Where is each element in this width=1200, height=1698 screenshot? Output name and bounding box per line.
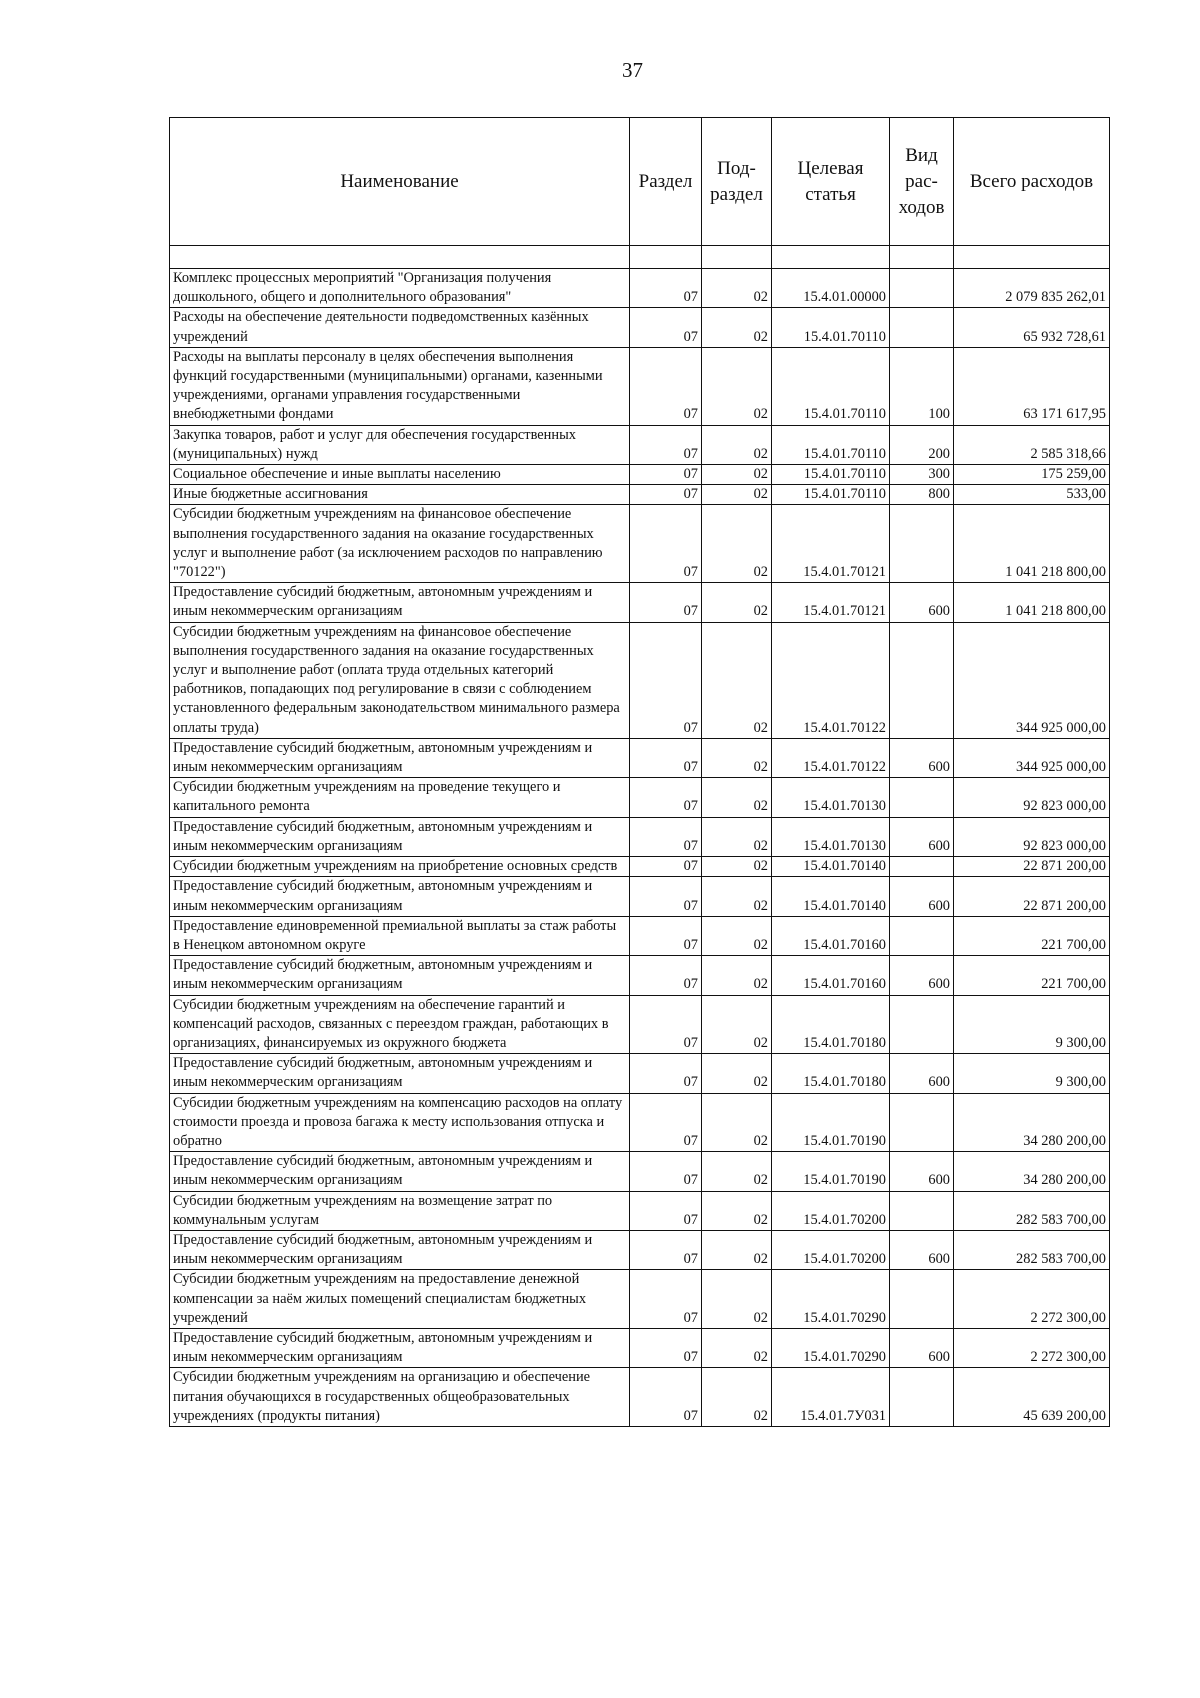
cell-total: 9 300,00 bbox=[954, 995, 1110, 1054]
table-row bbox=[170, 956, 1110, 995]
cell-expense-type bbox=[890, 778, 954, 817]
cell-name: Субсидии бюджетным учреждениям на финансовое обеспечение выполнения государственного задания на оказание государственных услуг и выполнение работ (оплата труда отдельных категорий работников, попадающих под регулирование в связи с соблюдением установленного федеральным законодательством минимального размера оплаты труда) bbox=[170, 622, 630, 738]
cell-subsection: 02 bbox=[702, 1191, 772, 1230]
header-total: Всего расходов bbox=[954, 118, 1110, 246]
cell-section: 07 bbox=[630, 425, 702, 464]
cell-subsection: 02 bbox=[702, 583, 772, 622]
cell-name: Субсидии бюджетным учреждениям на компенсацию расходов на оплату стоимости проезда и провоза багажа к месту использования отпуска и обратно bbox=[170, 1093, 630, 1152]
header-subsection: Под-раздел bbox=[702, 118, 772, 246]
table-body bbox=[170, 269, 1110, 1427]
cell-name: Субсидии бюджетным учреждениям на организацию и обеспечение питания обучающихся в государственных общеобразовательных учреждениях (продукты питания) bbox=[170, 1368, 630, 1427]
cell-section: 07 bbox=[630, 1230, 702, 1269]
cell-name: Предоставление субсидий бюджетным, автономным учреждениям и иным некоммерческим организациям bbox=[170, 1328, 630, 1367]
cell-expense-type bbox=[890, 505, 954, 583]
cell-total: 282 583 700,00 bbox=[954, 1191, 1110, 1230]
cell-section: 07 bbox=[630, 1328, 702, 1367]
cell-expense-type bbox=[890, 1368, 954, 1427]
cell-expense-type: 800 bbox=[890, 485, 954, 505]
table-row bbox=[170, 1328, 1110, 1367]
table-row bbox=[170, 583, 1110, 622]
cell-section: 07 bbox=[630, 778, 702, 817]
cell-subsection: 02 bbox=[702, 308, 772, 347]
cell-expense-type: 200 bbox=[890, 425, 954, 464]
cell-name: Предоставление субсидий бюджетным, автономным учреждениям и иным некоммерческим организациям bbox=[170, 1230, 630, 1269]
cell-subsection: 02 bbox=[702, 622, 772, 738]
table-row bbox=[170, 308, 1110, 347]
cell-target: 15.4.01.70110 bbox=[772, 308, 890, 347]
cell-name: Предоставление субсидий бюджетным, автономным учреждениям и иным некоммерческим организациям bbox=[170, 817, 630, 856]
header-target: Целевая статья bbox=[772, 118, 890, 246]
table-row bbox=[170, 1054, 1110, 1093]
cell-target: 15.4.01.70180 bbox=[772, 1054, 890, 1093]
table-row bbox=[170, 347, 1110, 425]
cell-target: 15.4.01.70122 bbox=[772, 738, 890, 777]
cell-subsection: 02 bbox=[702, 995, 772, 1054]
cell-subsection: 02 bbox=[702, 1328, 772, 1367]
cell-subsection: 02 bbox=[702, 738, 772, 777]
cell-section: 07 bbox=[630, 347, 702, 425]
cell-section: 07 bbox=[630, 956, 702, 995]
cell-target: 15.4.01.70130 bbox=[772, 817, 890, 856]
cell-subsection: 02 bbox=[702, 916, 772, 955]
cell-target: 15.4.01.70130 bbox=[772, 778, 890, 817]
cell-expense-type bbox=[890, 995, 954, 1054]
table-row bbox=[170, 995, 1110, 1054]
cell-target: 15.4.01.70160 bbox=[772, 956, 890, 995]
cell-section: 07 bbox=[630, 1368, 702, 1427]
cell-expense-type: 600 bbox=[890, 1328, 954, 1367]
cell-section: 07 bbox=[630, 1054, 702, 1093]
table-row bbox=[170, 485, 1110, 505]
cell-total: 344 925 000,00 bbox=[954, 622, 1110, 738]
cell-subsection: 02 bbox=[702, 817, 772, 856]
cell-target: 15.4.01.00000 bbox=[772, 269, 890, 308]
cell-name: Расходы на выплаты персоналу в целях обеспечения выполнения функций государственными (муниципальными) органами, казенными учреждениями, органами управления государственными внебюджетными фондами bbox=[170, 347, 630, 425]
cell-name: Предоставление единовременной премиальной выплаты за стаж работы в Ненецком автономном округе bbox=[170, 916, 630, 955]
cell-subsection: 02 bbox=[702, 485, 772, 505]
cell-target: 15.4.01.70160 bbox=[772, 916, 890, 955]
cell-subsection: 02 bbox=[702, 505, 772, 583]
cell-section: 07 bbox=[630, 1191, 702, 1230]
table-row bbox=[170, 505, 1110, 583]
table-row bbox=[170, 1191, 1110, 1230]
cell-expense-type bbox=[890, 1270, 954, 1329]
cell-name: Субсидии бюджетным учреждениям на финансовое обеспечение выполнения государственного задания на оказание государственных услуг и выполнение работ (за исключением расходов по направлению "70122") bbox=[170, 505, 630, 583]
cell-name: Закупка товаров, работ и услуг для обеспечения государственных (муниципальных) нужд bbox=[170, 425, 630, 464]
cell-section: 07 bbox=[630, 308, 702, 347]
cell-name: Иные бюджетные ассигнования bbox=[170, 485, 630, 505]
cell-total: 221 700,00 bbox=[954, 956, 1110, 995]
cell-expense-type: 300 bbox=[890, 465, 954, 485]
cell-subsection: 02 bbox=[702, 877, 772, 916]
table-row bbox=[170, 1230, 1110, 1269]
cell-section: 07 bbox=[630, 465, 702, 485]
budget-table bbox=[169, 117, 1110, 1427]
cell-target: 15.4.01.70200 bbox=[772, 1191, 890, 1230]
cell-expense-type: 600 bbox=[890, 738, 954, 777]
cell-section: 07 bbox=[630, 1270, 702, 1329]
cell-total: 221 700,00 bbox=[954, 916, 1110, 955]
cell-name: Субсидии бюджетным учреждениям на проведение текущего и капитального ремонта bbox=[170, 778, 630, 817]
table-row bbox=[170, 425, 1110, 464]
cell-subsection: 02 bbox=[702, 1230, 772, 1269]
cell-name: Предоставление субсидий бюджетным, автономным учреждениям и иным некоммерческим организациям bbox=[170, 956, 630, 995]
cell-subsection: 02 bbox=[702, 1368, 772, 1427]
header-expense-type: Вид рас-ходов bbox=[890, 118, 954, 246]
cell-name: Субсидии бюджетным учреждениям на приобретение основных средств bbox=[170, 857, 630, 877]
cell-name: Субсидии бюджетным учреждениям на предоставление денежной компенсации за наём жилых помещений специалистам бюджетных учреждений bbox=[170, 1270, 630, 1329]
cell-target: 15.4.01.70180 bbox=[772, 995, 890, 1054]
cell-expense-type bbox=[890, 857, 954, 877]
table-row bbox=[170, 465, 1110, 485]
header-name: Наименование bbox=[170, 118, 630, 246]
table-row bbox=[170, 738, 1110, 777]
table-row bbox=[170, 916, 1110, 955]
cell-total: 34 280 200,00 bbox=[954, 1093, 1110, 1152]
cell-name: Субсидии бюджетным учреждениям на обеспечение гарантий и компенсаций расходов, связанных с переездом граждан, работающих в организациях, финансируемых из окружного бюджета bbox=[170, 995, 630, 1054]
table-row bbox=[170, 1152, 1110, 1191]
cell-section: 07 bbox=[630, 622, 702, 738]
cell-subsection: 02 bbox=[702, 1054, 772, 1093]
table-row bbox=[170, 622, 1110, 738]
cell-name: Предоставление субсидий бюджетным, автономным учреждениям и иным некоммерческим организациям bbox=[170, 1152, 630, 1191]
cell-subsection: 02 bbox=[702, 425, 772, 464]
cell-section: 07 bbox=[630, 1152, 702, 1191]
cell-section: 07 bbox=[630, 269, 702, 308]
cell-target: 15.4.01.70290 bbox=[772, 1270, 890, 1329]
cell-target: 15.4.01.70140 bbox=[772, 877, 890, 916]
cell-target: 15.4.01.70121 bbox=[772, 505, 890, 583]
cell-target: 15.4.01.70121 bbox=[772, 583, 890, 622]
cell-target: 15.4.01.7У031 bbox=[772, 1368, 890, 1427]
cell-expense-type: 100 bbox=[890, 347, 954, 425]
cell-target: 15.4.01.70110 bbox=[772, 347, 890, 425]
cell-section: 07 bbox=[630, 817, 702, 856]
cell-total: 282 583 700,00 bbox=[954, 1230, 1110, 1269]
cell-section: 07 bbox=[630, 583, 702, 622]
cell-section: 07 bbox=[630, 505, 702, 583]
cell-subsection: 02 bbox=[702, 269, 772, 308]
cell-expense-type bbox=[890, 1093, 954, 1152]
cell-total: 1 041 218 800,00 bbox=[954, 505, 1110, 583]
cell-subsection: 02 bbox=[702, 1270, 772, 1329]
cell-expense-type: 600 bbox=[890, 1054, 954, 1093]
cell-section: 07 bbox=[630, 995, 702, 1054]
cell-subsection: 02 bbox=[702, 778, 772, 817]
table-row bbox=[170, 857, 1110, 877]
table-row bbox=[170, 1368, 1110, 1427]
cell-name: Предоставление субсидий бюджетным, автономным учреждениям и иным некоммерческим организациям bbox=[170, 877, 630, 916]
cell-name: Предоставление субсидий бюджетным, автономным учреждениям и иным некоммерческим организациям bbox=[170, 1054, 630, 1093]
cell-target: 15.4.01.70110 bbox=[772, 465, 890, 485]
cell-total: 22 871 200,00 bbox=[954, 877, 1110, 916]
cell-total: 92 823 000,00 bbox=[954, 817, 1110, 856]
header-section: Раздел bbox=[630, 118, 702, 246]
cell-name: Предоставление субсидий бюджетным, автономным учреждениям и иным некоммерческим организациям bbox=[170, 583, 630, 622]
cell-expense-type bbox=[890, 269, 954, 308]
cell-expense-type: 600 bbox=[890, 817, 954, 856]
cell-target: 15.4.01.70110 bbox=[772, 485, 890, 505]
table-row bbox=[170, 778, 1110, 817]
cell-section: 07 bbox=[630, 877, 702, 916]
cell-name: Комплекс процессных мероприятий "Организация получения дошкольного, общего и дополнительного образования" bbox=[170, 269, 630, 308]
cell-subsection: 02 bbox=[702, 1093, 772, 1152]
cell-target: 15.4.01.70110 bbox=[772, 425, 890, 464]
cell-expense-type bbox=[890, 308, 954, 347]
cell-subsection: 02 bbox=[702, 347, 772, 425]
cell-section: 07 bbox=[630, 1093, 702, 1152]
table-header-row bbox=[170, 118, 1110, 246]
cell-expense-type: 600 bbox=[890, 956, 954, 995]
table-row bbox=[170, 1270, 1110, 1329]
cell-target: 15.4.01.70140 bbox=[772, 857, 890, 877]
cell-expense-type: 600 bbox=[890, 1230, 954, 1269]
cell-total: 2 079 835 262,01 bbox=[954, 269, 1110, 308]
cell-section: 07 bbox=[630, 738, 702, 777]
cell-target: 15.4.01.70190 bbox=[772, 1093, 890, 1152]
cell-total: 2 585 318,66 bbox=[954, 425, 1110, 464]
cell-section: 07 bbox=[630, 485, 702, 505]
cell-total: 2 272 300,00 bbox=[954, 1328, 1110, 1367]
cell-section: 07 bbox=[630, 857, 702, 877]
cell-total: 65 932 728,61 bbox=[954, 308, 1110, 347]
cell-subsection: 02 bbox=[702, 956, 772, 995]
cell-name: Субсидии бюджетным учреждениям на возмещение затрат по коммунальным услугам bbox=[170, 1191, 630, 1230]
cell-expense-type: 600 bbox=[890, 877, 954, 916]
cell-total: 63 171 617,95 bbox=[954, 347, 1110, 425]
cell-subsection: 02 bbox=[702, 857, 772, 877]
cell-target: 15.4.01.70190 bbox=[772, 1152, 890, 1191]
cell-total: 344 925 000,00 bbox=[954, 738, 1110, 777]
page-number: 37 bbox=[622, 58, 643, 82]
cell-section: 07 bbox=[630, 916, 702, 955]
cell-total: 92 823 000,00 bbox=[954, 778, 1110, 817]
cell-name: Расходы на обеспечение деятельности подведомственных казённых учреждений bbox=[170, 308, 630, 347]
table-row bbox=[170, 817, 1110, 856]
cell-name: Социальное обеспечение и иные выплаты населению bbox=[170, 465, 630, 485]
cell-total: 2 272 300,00 bbox=[954, 1270, 1110, 1329]
table-row bbox=[170, 269, 1110, 308]
cell-expense-type: 600 bbox=[890, 1152, 954, 1191]
cell-subsection: 02 bbox=[702, 465, 772, 485]
header-spacer-row bbox=[170, 246, 1110, 269]
cell-total: 533,00 bbox=[954, 485, 1110, 505]
cell-subsection: 02 bbox=[702, 1152, 772, 1191]
cell-target: 15.4.01.70122 bbox=[772, 622, 890, 738]
cell-total: 9 300,00 bbox=[954, 1054, 1110, 1093]
cell-total: 34 280 200,00 bbox=[954, 1152, 1110, 1191]
table-row bbox=[170, 1093, 1110, 1152]
cell-expense-type bbox=[890, 1191, 954, 1230]
cell-target: 15.4.01.70290 bbox=[772, 1328, 890, 1367]
cell-total: 175 259,00 bbox=[954, 465, 1110, 485]
cell-total: 1 041 218 800,00 bbox=[954, 583, 1110, 622]
cell-total: 22 871 200,00 bbox=[954, 857, 1110, 877]
cell-target: 15.4.01.70200 bbox=[772, 1230, 890, 1269]
cell-total: 45 639 200,00 bbox=[954, 1368, 1110, 1427]
cell-name: Предоставление субсидий бюджетным, автономным учреждениям и иным некоммерческим организациям bbox=[170, 738, 630, 777]
cell-expense-type bbox=[890, 622, 954, 738]
cell-expense-type: 600 bbox=[890, 583, 954, 622]
table-row bbox=[170, 877, 1110, 916]
cell-expense-type bbox=[890, 916, 954, 955]
